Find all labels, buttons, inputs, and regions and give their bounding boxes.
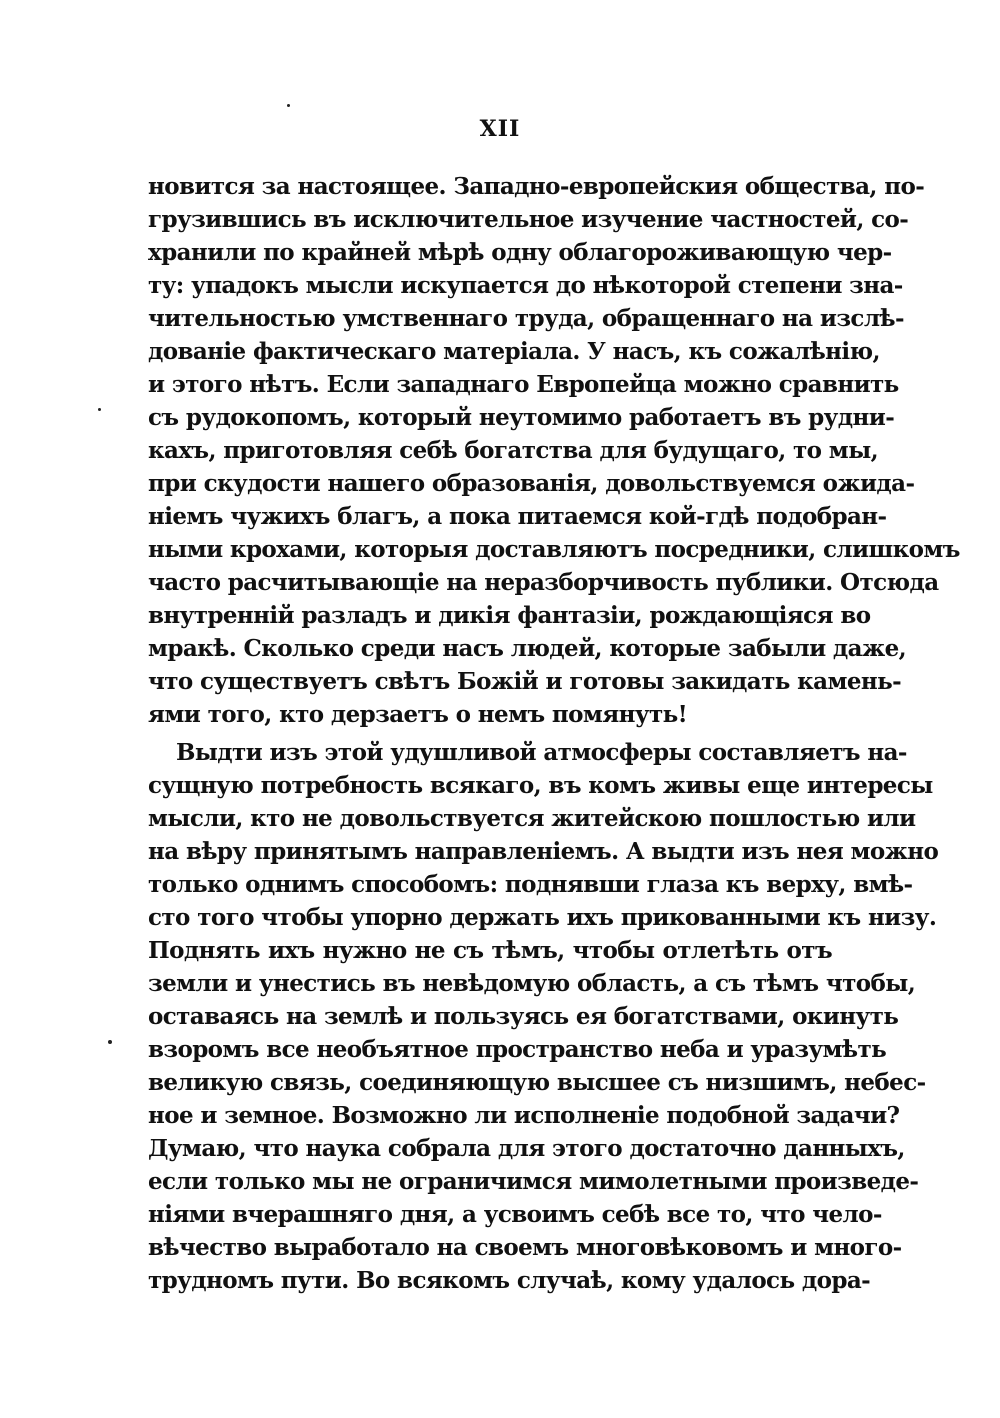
- text-line: мракѣ. Сколько среди насъ людей, которые забыли даже,: [148, 635, 907, 662]
- text-line: съ рудокопомъ, который неутомимо работаетъ въ рудни-: [148, 404, 895, 431]
- text-line: часто расчитывающіе на неразборчивость публики. Отсюда: [148, 569, 939, 596]
- text-line: чительностью умственнаго труда, обращеннаго на изслѣ-: [148, 305, 904, 332]
- text-line: только однимъ способомъ: поднявши глаза къ верху, вмѣ-: [148, 871, 913, 898]
- text-line: земли и унестись въ невѣдомую область, а съ тѣмъ чтобы,: [148, 970, 916, 997]
- text-line: если только мы не ограничимся мимолетными произведе-: [148, 1168, 919, 1195]
- text-line: ніями вчерашняго дня, а усвоимъ себѣ все то, что чело-: [148, 1201, 882, 1228]
- text-line: ями того, кто дерзаетъ о немъ помянуть!: [148, 701, 688, 728]
- text-line: на вѣру принятымъ направленіемъ. А выдти изъ нея можно: [148, 838, 939, 865]
- text-line: что существуетъ свѣтъ Божій и готовы закидать камень-: [148, 668, 902, 695]
- page-number: XII: [479, 116, 521, 142]
- text-line: Выдти изъ этой удушливой атмосферы составляетъ на-: [176, 739, 907, 766]
- text-line: новится за настоящее. Западно-европейския общества, по-: [148, 173, 925, 200]
- text-line: ніемъ чужихъ благъ, а пока питаемся кой-гдѣ подобран-: [148, 503, 887, 530]
- text-line: оставаясь на землѣ и пользуясь ея богатствами, окинуть: [148, 1003, 899, 1030]
- text-line: при скудости нашего образованія, довольствуемся ожида-: [148, 470, 915, 497]
- text-line: дованіе фактическаго матеріала. У насъ, къ сожалѣнію,: [148, 338, 880, 365]
- text-line: сто того чтобы упорно держать ихъ прикованными къ низу.: [148, 904, 937, 931]
- paragraph-2: [148, 736, 939, 1297]
- page-speck: [98, 408, 101, 411]
- paragraph-1: [148, 170, 960, 731]
- text-line: великую связь, соединяющую высшее съ низшимъ, небес-: [148, 1069, 926, 1096]
- text-line: мысли, кто не довольствуется житейскою пошлостью или: [148, 805, 916, 832]
- text-line: ными крохами, которыя доставляютъ посредники, слишкомъ: [148, 536, 960, 563]
- text-line: Думаю, что наука собрала для этого достаточно данныхъ,: [148, 1135, 905, 1162]
- text-line: Поднять ихъ нужно не съ тѣмъ, чтобы отлетѣть отъ: [148, 937, 832, 964]
- text-line: ное и земное. Возможно ли исполненіе подобной задачи?: [148, 1102, 900, 1129]
- text-line: хранили по крайней мѣрѣ одну облагороживающую чер-: [148, 239, 892, 266]
- text-line: кахъ, приготовляя себѣ богатства для будущаго, то мы,: [148, 437, 879, 464]
- text-line: трудномъ пути. Во всякомъ случаѣ, кому удалось дора-: [148, 1267, 871, 1294]
- text-line: грузившись въ исключительное изучение частностей, со-: [148, 206, 909, 233]
- text-line: и этого нѣтъ. Если западнаго Европейца можно сравнить: [148, 371, 899, 398]
- text-line: взоромъ все необъятное пространство неба и уразумѣть: [148, 1036, 887, 1063]
- text-line: сущную потребность всякаго, въ комъ живы еще интересы: [148, 772, 933, 799]
- text-line: внутренній разладъ и дикія фантазіи, рождающіяся во: [148, 602, 871, 629]
- page-speck: [287, 104, 290, 107]
- page-speck: [108, 1040, 112, 1044]
- text-line: вѣчество выработало на своемъ многовѣковомъ и много-: [148, 1234, 902, 1261]
- text-line: ту: упадокъ мысли искупается до нѣкоторой степени зна-: [148, 272, 903, 299]
